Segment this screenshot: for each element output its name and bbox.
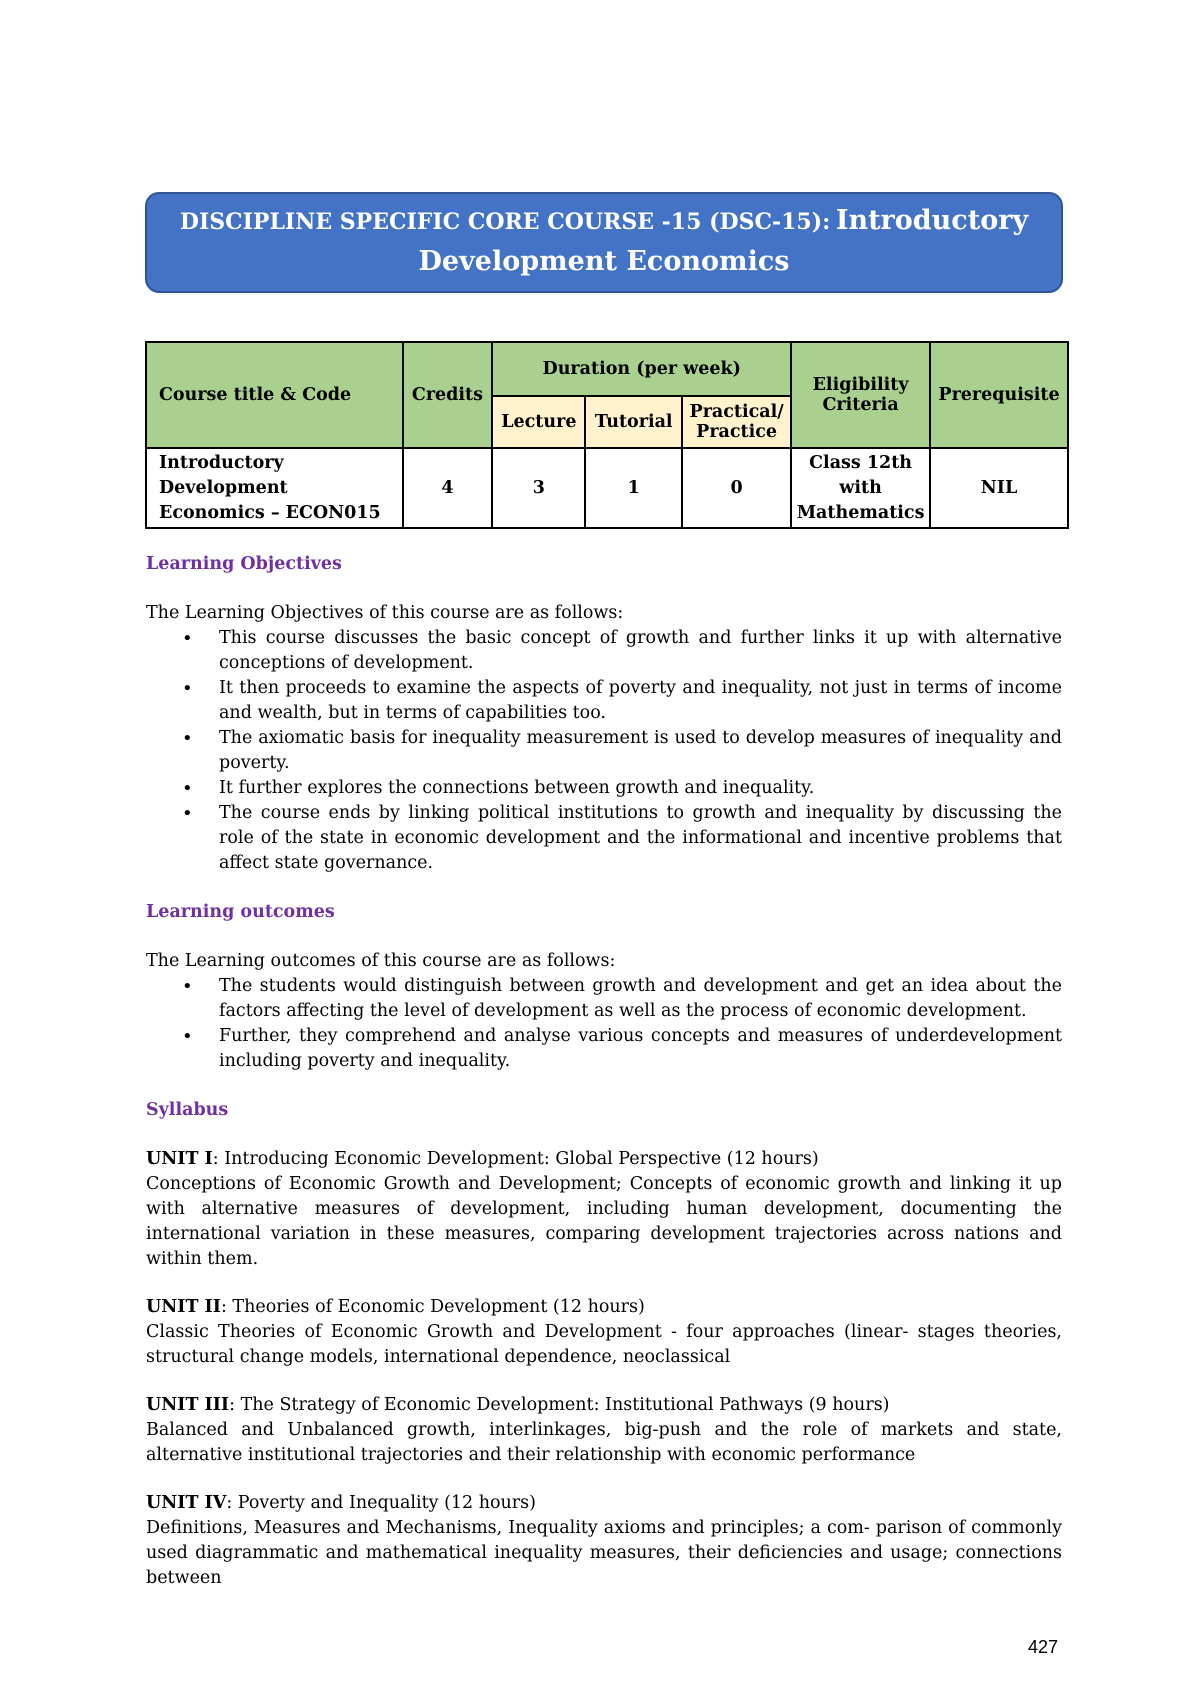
list-item: • This course discusses the basic concept of growth and further links it up with alternative conceptions of development. xyxy=(146,626,1062,676)
unit-name: : Poverty and Inequality (12 hours) xyxy=(226,1493,536,1513)
cell-course-title: Introductory Development Economics – ECON015 xyxy=(146,448,403,528)
header-credits: Credits xyxy=(403,342,493,448)
learning-objectives-intro: The Learning Objectives of this course are as follows: xyxy=(146,603,624,623)
list-item: • It then proceeds to examine the aspects of poverty and inequality, not just in terms of income and wealth, but in terms of capabilities too. xyxy=(146,676,1062,726)
list-item: • The students would distinguish between growth and development and get an idea about the factors affecting the level of development as well as the process of economic development. xyxy=(146,974,1062,1024)
cell-practical: 0 xyxy=(682,448,791,528)
header-duration: Duration (per week) xyxy=(492,342,791,396)
unit-label: UNIT IV xyxy=(146,1493,227,1513)
learning-objectives-list xyxy=(146,626,1062,876)
learning-outcomes-list xyxy=(146,974,1062,1074)
syllabus-heading: Syllabus xyxy=(146,1100,229,1120)
header-practical: Practical/ Practice xyxy=(682,396,791,448)
banner-title-part1: Introductory xyxy=(835,204,1029,236)
learning-outcomes-heading: Learning outcomes xyxy=(146,902,335,922)
unit-body: Classic Theories of Economic Growth and Development - four approaches (linear- stages theories, structural change models, international dependence, neoclassical xyxy=(146,1322,1062,1367)
syllabus-unit xyxy=(146,1491,1062,1591)
banner-course-code: DISCIPLINE SPECIFIC CORE COURSE -15 (DSC-15): xyxy=(179,208,831,235)
unit-label: UNIT III xyxy=(146,1395,230,1415)
syllabus-unit xyxy=(146,1147,1062,1272)
course-content xyxy=(146,552,1062,1614)
unit-body: Conceptions of Economic Growth and Development; Concepts of economic growth and linking it up with alternative measures of development, including human development, documenting the international variation in these measures, comparing development trajectories across nations and within them. xyxy=(146,1174,1062,1269)
unit-title xyxy=(146,1393,1062,1418)
header-eligibility: Eligibility Criteria xyxy=(791,342,930,448)
unit-title xyxy=(146,1491,1062,1516)
unit-title xyxy=(146,1147,1062,1172)
syllabus-unit xyxy=(146,1295,1062,1370)
list-item: • The course ends by linking political institutions to growth and inequality by discussing the role of the state in economic development and the informational and incentive problems that affect state governance. xyxy=(146,801,1062,876)
page-number: 427 xyxy=(1028,1637,1059,1657)
cell-prerequisite: NIL xyxy=(930,448,1068,528)
syllabus-unit xyxy=(146,1393,1062,1468)
banner-title-part2: Development Economics xyxy=(418,245,790,277)
header-course-title: Course title & Code xyxy=(146,342,403,448)
cell-lecture: 3 xyxy=(492,448,585,528)
course-title-banner xyxy=(145,192,1063,293)
header-tutorial: Tutorial xyxy=(585,396,682,448)
header-prerequisite: Prerequisite xyxy=(930,342,1068,448)
unit-name: : Theories of Economic Development (12 hours) xyxy=(220,1297,645,1317)
unit-body: Balanced and Unbalanced growth, interlinkages, big-push and the role of markets and state, alternative institutional trajectories and their relationship with economic performance xyxy=(146,1420,1062,1465)
cell-credits: 4 xyxy=(403,448,493,528)
learning-outcomes-intro: The Learning outcomes of this course are as follows: xyxy=(146,951,616,971)
cell-eligibility: Class 12th with Mathematics xyxy=(791,448,930,528)
list-item: • It further explores the connections between growth and inequality. xyxy=(146,776,1062,801)
unit-name: : The Strategy of Economic Development: Institutional Pathways (9 hours) xyxy=(229,1395,890,1415)
unit-label: UNIT II xyxy=(146,1297,221,1317)
unit-name: : Introducing Economic Development: Global Perspective (12 hours) xyxy=(212,1149,819,1169)
header-lecture: Lecture xyxy=(492,396,585,448)
cell-tutorial: 1 xyxy=(585,448,682,528)
unit-title xyxy=(146,1295,1062,1320)
course-details-table xyxy=(145,341,1069,529)
learning-objectives-heading: Learning Objectives xyxy=(146,554,342,574)
unit-body: Definitions, Measures and Mechanisms, Inequality axioms and principles; a com- parison of commonly used diagrammatic and mathematical inequality measures, their deficiencies and usage; connections between xyxy=(146,1518,1062,1588)
unit-label: UNIT I xyxy=(146,1149,213,1169)
list-item: • Further, they comprehend and analyse various concepts and measures of underdevelopment including poverty and inequality. xyxy=(146,1024,1062,1074)
list-item: • The axiomatic basis for inequality measurement is used to develop measures of inequality and poverty. xyxy=(146,726,1062,776)
